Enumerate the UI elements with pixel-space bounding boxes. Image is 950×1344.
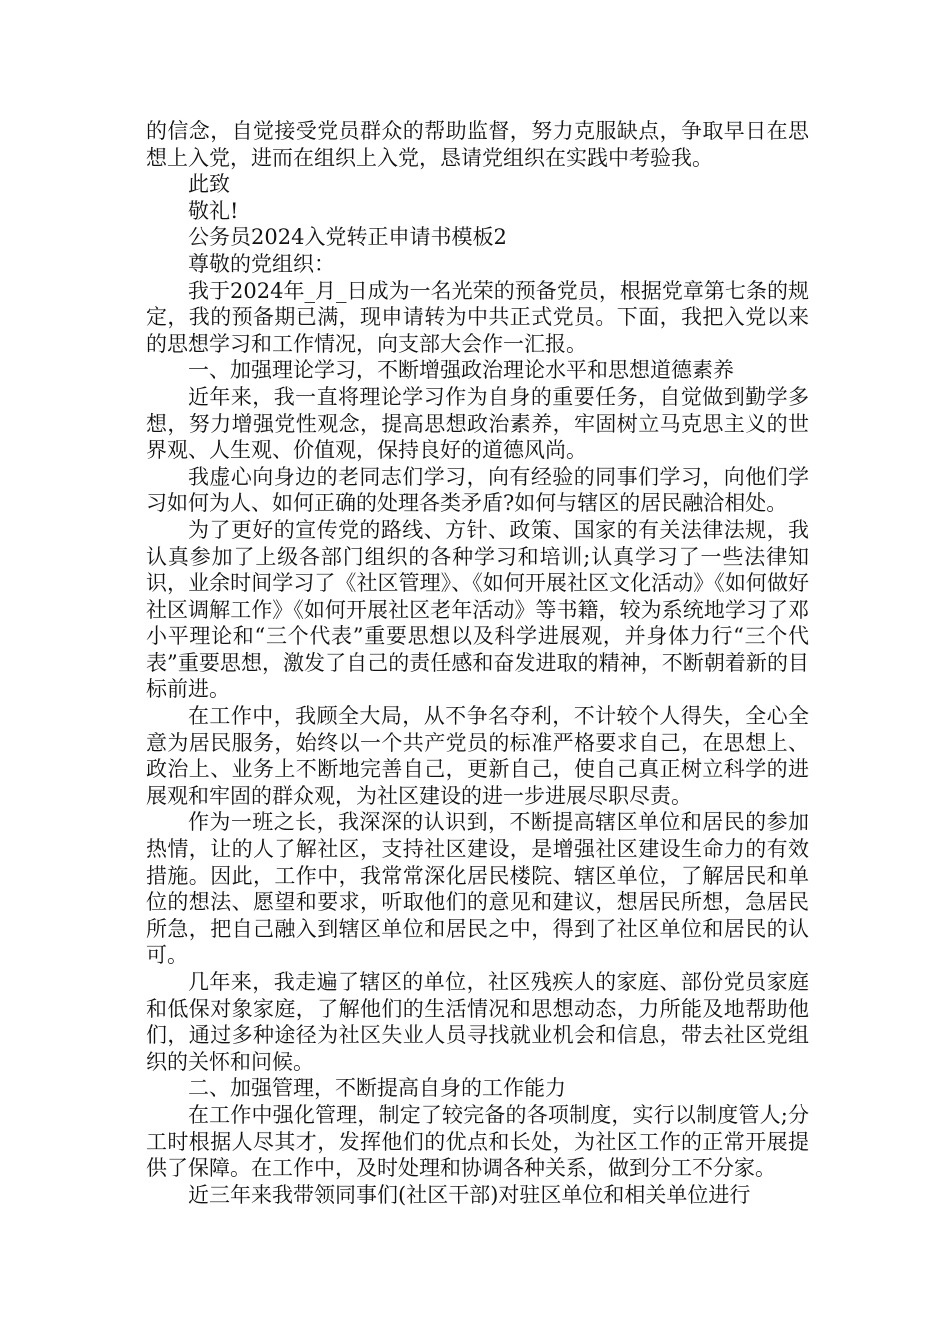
document-page bbox=[146, 118, 809, 1208]
closing-salutation: 此致 bbox=[188, 172, 230, 197]
paragraph: 在工作中强化管理，制定了较完备的各项制度，实行以制度管人;分工时根据人尽其才，发挥他们的优点和长处，为社区工作的正常开展提供了保障。在工作中，及时处理和协调各种关系，做到分工不分家。 bbox=[146, 1102, 809, 1181]
paragraph: 的信念，自觉接受党员群众的帮助监督，努力克服缺点，争取早日在思想上入党，进而在组织上入党，恳请党组织在实践中考验我。 bbox=[146, 119, 809, 170]
paragraph: 我于2024年_月_日成为一名光荣的预备党员，根据党章第七条的规定，我的预备期已满，现申请转为中共正式党员。下面，我把入党以来的思想学习和工作情况，向支部大会作一汇报。 bbox=[146, 278, 809, 356]
paragraph: 为了更好的宣传党的路线、方针、政策、国家的有关法律法规，我认真参加了上级各部门组织的各种学习和培训;认真学习了一些法律知识，业余时间学习了《社区管理》、《如何开展社区文化活动》《如何做好社区调解工作》《如何开展社区老年活动》等书籍，较为系统地学习了邓小平理论和“三个代表”重要思想以及科学进展观，并身体力行“三个代表”重要思想，激发了自己的责任感和奋发进取的精神，不断朝着新的目标前进。 bbox=[146, 517, 809, 702]
greeting: 尊敬的党组织： bbox=[188, 251, 335, 276]
paragraph: 在工作中，我顾全大局，从不争名夺利，不计较个人得失，全心全意为居民服务，始终以一个共产党员的标准严格要求自己，在思想上、政治上、业务上不断地完善自己，更新自己，使自己真正树立科学的进展观和牢固的群众观，为社区建设的进一步进展尽职尽责。 bbox=[146, 704, 809, 808]
section-heading: 一、加强理论学习，不断增强政治理论水平和思想道德素养 bbox=[188, 358, 734, 383]
section-heading: 二、加强管理，不断提高自身的工作能力 bbox=[188, 1076, 566, 1101]
closing-regards: 敬礼! bbox=[188, 198, 239, 223]
paragraph: 几年来，我走遍了辖区的单位，社区残疾人的家庭、部份党员家庭和低保对象家庭，了解他们的生活情况和思想动态，力所能及地帮助他们，通过多种途径为社区失业人员寻找就业机会和信息，带去社区党组织的关怀和问候。 bbox=[146, 970, 809, 1074]
paragraph: 近三年来我带领同事们(社区干部)对驻区单位和相关单位进行 bbox=[188, 1182, 751, 1207]
paragraph: 近年来，我一直将理论学习作为自身的重要任务，自觉做到勤学多想，努力增强党性观念，提高思想政治素养，牢固树立马克思主义的世界观、人生观、价值观，保持良好的道德风尚。 bbox=[146, 384, 809, 463]
paragraph: 作为一班之长，我深深的认识到，不断提高辖区单位和居民的参加热情，让的人了解社区，支持社区建设，是增强社区建设生命力的有效措施。因此，工作中，我常常深化居民楼院、辖区单位，了解居民和单位的想法、愿望和要求，听取他们的意见和建议，想居民所想，急居民所急，把自己融入到辖区单位和居民之中，得到了社区单位和居民的认可。 bbox=[146, 810, 809, 968]
document-title: 公务员2024入党转正申请书模板2 bbox=[188, 225, 507, 250]
paragraph: 我虚心向身边的老同志们学习，向有经验的同事们学习，向他们学习如何为人、如何正确的处理各类矛盾?如何与辖区的居民融洽相处。 bbox=[146, 464, 809, 516]
